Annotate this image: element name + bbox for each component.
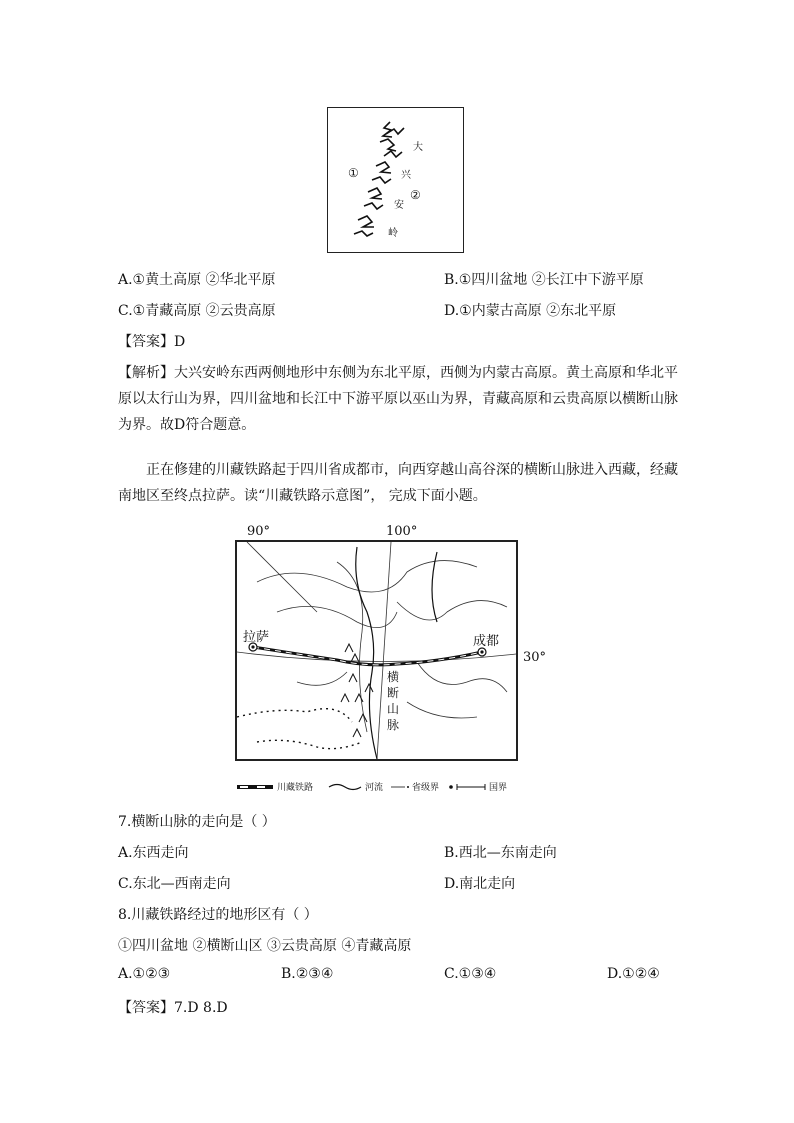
city-lhasa: 拉萨 [243, 630, 270, 645]
railway-map-drawing [237, 542, 516, 759]
legend-national: 国界 [489, 783, 508, 793]
legend-province: 省级界 [412, 783, 440, 793]
map-legend [235, 780, 525, 794]
option-c: C.①青藏高原 ②云贵高原 [118, 303, 276, 319]
railway-map [235, 540, 518, 761]
option-a: A.①黄土高原 ②华北平原 [118, 272, 276, 288]
q8-option-c: C.①③④ [444, 966, 497, 982]
mountain-char: 断 [387, 686, 400, 700]
city-chengdu: 成都 [473, 634, 500, 649]
analysis-text: 为界。故D符合题意。 [118, 417, 256, 433]
intro-line: 南地区至终点拉萨。读“川藏铁路示意图”， 完成下面小题。 [118, 488, 487, 504]
analysis-text: 原以太行山为界，四川盆地和长江中下游平原以巫山为界，青藏高原和云贵高原以横断山脉 [118, 391, 678, 407]
q7-stem: 7.横断山脉的走向是（ ） [118, 814, 276, 830]
option-d: D.①内蒙古高原 ②东北平原 [444, 303, 617, 319]
intro-paragraph [118, 457, 678, 509]
q8-option-d: D.①②④ [607, 966, 660, 982]
q8-stem: 8.川藏铁路经过的地形区有（ ） [118, 907, 318, 923]
mountain-char: 脉 [387, 718, 400, 732]
answer-line: 【答案】D [118, 334, 186, 350]
mountain-char: 横 [387, 670, 400, 684]
q7-option-c: C.东北—西南走向 [118, 876, 231, 892]
lon-label-100: 100° [386, 524, 418, 539]
legend-railway: 川藏铁路 [277, 783, 314, 793]
intro-line: 正在修建的川藏铁路起于四川省成都市，向西穿越山高谷深的横断山脉进入西藏，经藏 [146, 462, 678, 478]
range-char: 安 [394, 200, 404, 211]
lat-label-30: 30° [523, 650, 547, 665]
lon-label-90: 90° [247, 524, 271, 539]
q7-option-a: A.东西走向 [118, 845, 189, 861]
q8-option-b: B.②③④ [281, 966, 334, 982]
option-b: B.①四川盆地 ②长江中下游平原 [444, 272, 644, 288]
daxinganling-map [327, 107, 464, 253]
map-label-1: ① [348, 166, 359, 180]
range-char: 岭 [388, 228, 398, 239]
range-char: 大 [413, 142, 423, 153]
map-label-2: ② [410, 188, 421, 202]
answers-line: 【答案】7.D 8.D [118, 1000, 228, 1016]
analysis-tag: 【解析】 [118, 365, 174, 381]
q8-items: ①四川盆地 ②横断山区 ③云贵高原 ④青藏高原 [118, 938, 412, 954]
legend-river: 河流 [365, 783, 384, 793]
q7-option-b: B.西北—东南走向 [444, 845, 557, 861]
q7-option-d: D.南北走向 [444, 876, 516, 892]
mountain-char: 山 [387, 702, 400, 716]
range-char: 兴 [401, 170, 411, 181]
q8-option-a: A.①②③ [118, 966, 171, 982]
analysis-text: 大兴安岭东西两侧地形中东侧为东北平原，西侧为内蒙古高原。黄土高原和华北平 [174, 365, 678, 381]
analysis-block [118, 360, 678, 438]
